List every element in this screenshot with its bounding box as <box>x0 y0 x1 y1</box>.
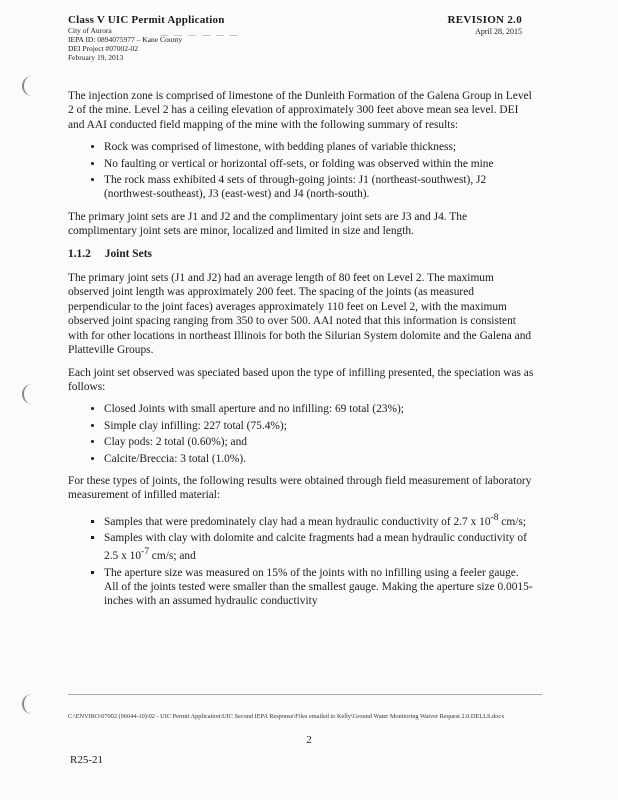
exponent: -8 <box>490 512 499 523</box>
binder-hole-middle <box>22 384 40 404</box>
exponent: -7 <box>141 547 149 558</box>
item-text: The aperture size was measured on 15% of the joints with no infilling using a feeler gauge. All of the joints tested were smaller than the smallest gauge. Making the aperture size 0.0015-inches with an assumed hydraulic conductivity <box>104 566 533 608</box>
list-item <box>104 511 534 529</box>
document-body <box>68 89 534 617</box>
paragraph: The primary joint sets (J1 and J2) had an average length of 80 feet on Level 2. The maximum observed joint length was approximately 200 feet. The spacing of the joints (as measured perpendicular to the joint faces) averages approximately 110 feet on Level 2, with the maximum observed joint spacing ranging from 350 to over 500. AAI noted that this information is consistent with for other locations in northeast Illinois for both the Silurian System dolomite and the Galena and Platteville Groups. <box>68 272 532 357</box>
file-path: C:\ENVIRO\07002 (96044-10)\02 - UIC Permit Application\UIC Second IEPA Response\Files emailed to Kelly\Ground Water Monitoring Waiver Request 2.0.DELLS.docx <box>68 713 505 720</box>
header-dashes: — — — — — — <box>160 30 240 39</box>
list-item <box>104 566 534 609</box>
footer-rule <box>68 694 542 695</box>
page-number: 2 <box>306 734 312 746</box>
list-item: • Closed Joints with small aperture and no infilling: 69 total (23%); <box>104 402 534 416</box>
revision-label: REVISION 2.0 <box>447 14 522 26</box>
bullet-list <box>68 402 534 466</box>
paragraph: Each joint set observed was speciated based upon the type of infilling presented, the speciation was as follows: <box>68 366 534 393</box>
binder-hole-bottom <box>22 694 40 714</box>
section-heading <box>68 247 534 261</box>
document-title: Class V UIC Permit Application <box>68 14 225 26</box>
paragraph: For these types of joints, the following results were obtained through field measurement of laboratory measurement of infilled material: <box>68 474 532 502</box>
list-item: • Rock was comprised of limestone, with bedding planes of variable thickness; <box>104 140 534 154</box>
item-text: cm/s; <box>498 515 526 528</box>
section-number: 1.1.2 <box>68 247 91 260</box>
list-item: • No faulting or vertical or horizontal off-sets, or folding was observed within the mine <box>104 157 534 171</box>
binder-hole-top <box>22 76 40 96</box>
revision-date: April 28, 2015 <box>475 27 522 36</box>
bullet-list <box>68 140 534 202</box>
list-item: • Simple clay infilling: 227 total (75.4%); <box>104 419 534 433</box>
section-title: Joint Sets <box>104 247 152 260</box>
item-text: Samples that were predominately clay had a mean hydraulic conductivity of 2.7 x 10 <box>104 515 491 528</box>
header-line: February 19, 2013 <box>68 53 124 62</box>
item-text: Samples with clay with dolomite and calcite fragments had a mean hydraulic conductivity of 2.5 x 10 <box>104 531 527 563</box>
item-text: cm/s; and <box>148 550 196 563</box>
list-item: • The rock mass exhibited 4 sets of through-going joints: J1 (northeast-southwest), J2 (northwest-southeast), J3 (east-west) and J4 (north-south). <box>104 173 534 202</box>
header-line: City of Aurora <box>68 26 112 35</box>
bullet-list <box>68 511 534 609</box>
paragraph: The injection zone is comprised of limestone of the Dunleith Formation of the Galena Group in Level 2 of the mine. Level 2 has a ceiling elevation of approximately 300 feet above mean sea level. DEI and AAI conducted field mapping of the mine with the following summary of results: <box>68 90 532 131</box>
list-item: • Clay pods: 2 total (0.60%); and <box>104 435 534 449</box>
list-item: • Calcite/Breccia: 3 total (1.0%). <box>104 452 534 466</box>
record-code: R25-21 <box>70 754 103 766</box>
header-line: DEI Project #07002-02 <box>68 44 138 53</box>
header-right <box>447 14 522 36</box>
paragraph: The primary joint sets are J1 and J2 and the complimentary joint sets are J3 and J4. The complimentary joint sets are minor, localized and limited in size and length. <box>68 210 468 238</box>
header-line: IEPA ID: 0894075977 – Kane County <box>68 35 183 44</box>
list-item <box>104 531 534 564</box>
